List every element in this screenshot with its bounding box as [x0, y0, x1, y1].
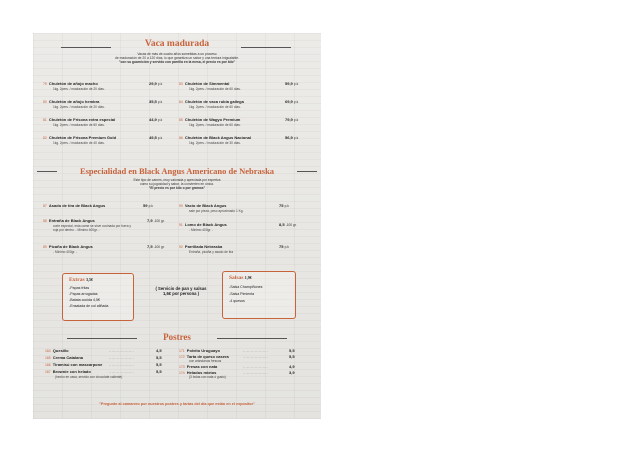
item-description: - Mínimo 400gr. - — [53, 250, 78, 254]
section-intro-line: como su jugosidad y sabor, la convierten en única. — [140, 182, 214, 186]
menu-item: 166 Tiramisú con mascarpone — [45, 362, 103, 367]
menu-item: 89 Picaña de Black Angus — [43, 244, 93, 249]
item-price: 79,9 p.k — [285, 117, 299, 122]
menu-item: 165 Crema Catalana — [45, 355, 84, 360]
item-description: 1kg. 2pers. / maduración de 40 días. — [53, 141, 105, 145]
menu-board — [33, 33, 321, 419]
extras-box — [62, 273, 134, 321]
menu-item: 172 Tarta de queso casera — [179, 354, 229, 359]
bread-service-note: ( Servicio de pan y salsas 1,6€ por persona ) — [155, 286, 207, 296]
item-price: 59 p.k — [143, 203, 153, 208]
item-description: (hecho en casa, servido con chocolate caliente) — [55, 375, 123, 379]
menu-item: 174 Helados mixtos — [179, 370, 217, 375]
section-intro-line: Vacas de más de cuatro años sometidas a un proceso — [137, 52, 217, 56]
item-price: 56,9 p.k — [285, 135, 299, 140]
item-price: 44,9 p.k — [149, 117, 163, 122]
dot-leader: ................... — [243, 364, 268, 369]
item-price: 8,5 -100 gr. — [279, 222, 297, 227]
item-price: 75 p.k — [279, 203, 289, 208]
dot-leader: ................... — [243, 370, 268, 375]
section-title-vaca-madurada: Vaca madurada — [144, 39, 210, 49]
menu-item: 87 Asado de tira de Black Angus — [43, 203, 106, 208]
item-price: 3,9 — [289, 370, 295, 375]
item-description: corte especial, esta carne se sirve cocinada por fuera y roja por dentro. - Mínimo 400gr. - — [53, 224, 131, 232]
item-price: 7,9 -100 gr. — [147, 218, 165, 223]
menu-item: 90 Vacío de Black Angus — [179, 203, 227, 208]
menu-item: 167 Brownie con helado — [45, 369, 91, 374]
menu-item: 173 Fresas con nata — [179, 364, 218, 369]
item-price: 4,9 — [289, 364, 295, 369]
item-description: con arándanos frescos — [189, 359, 222, 363]
section-intro-line: "con su guarnición y servido con parrilla en la mesa, el precio es por kilo" — [118, 60, 236, 64]
dot-leader: ................... — [243, 348, 268, 353]
menu-item: 91 Lomo de Black Angus — [179, 222, 227, 227]
item-price: 4,5 — [156, 348, 162, 353]
item-description: 1kg. 2pers. / maduración de 30 días. — [189, 141, 241, 145]
item-description: 1kg. 2pers. / maduración de 60 días. — [53, 123, 105, 127]
menu-item: 82 Chuletón de Frisona Premium Gold — [43, 135, 117, 140]
item-description: (3 bolas con nata ó gusto) — [189, 375, 226, 379]
item-price: 69,9 p.k — [285, 99, 299, 104]
item-description: 1kg. 2pers. / maduración de 60 días. — [189, 87, 241, 91]
item-price: 5,5 — [156, 362, 162, 367]
footer-note: "Pregunte al camarero por nuestros postres y tartas del día que están en el expositor" — [99, 402, 255, 406]
item-price: 29,9 p.k — [149, 81, 163, 86]
salsas-item: -Salsa Pimienta — [229, 292, 255, 296]
extras-item: -Papas fritas — [69, 286, 90, 290]
dot-leader: ................... — [109, 369, 134, 374]
item-price: 75 p.k — [279, 244, 289, 249]
item-description: 1kg. 2pers. / maduración de 20 días. — [53, 87, 105, 91]
dot-leader: ................... — [109, 362, 134, 367]
dot-leader: ................... — [109, 355, 134, 360]
section-intro-line: "El precio es por kilo o por gramos" — [148, 186, 206, 190]
section-intro-line: Este tipo de carnes, muy valorada y apreciada por expertos — [133, 178, 221, 182]
section-intro-line: de maduración de 20 a 120 días, lo que garantiza un sabor y una textura inigualable. — [115, 56, 239, 60]
extras-item: -Ensalada de col aliñada — [69, 304, 109, 308]
menu-item: 92 Parrillada Nebraska — [179, 244, 223, 249]
menu-item: 86 Chuletón de Black Angus Nacional — [179, 135, 251, 140]
section-title-postres: Postres — [163, 332, 191, 342]
item-description: 1kg. 2pers. / maduración de 60 días. — [189, 105, 241, 109]
menu-item: 88 Entraña de Black Angus — [43, 218, 95, 223]
menu-item: 164 Quesillo — [45, 348, 69, 353]
item-description: Entraña, picaña y asado de tira — [189, 250, 234, 254]
dot-leader: ................... — [243, 354, 268, 359]
extras-item: -Batata cocida 4,5€ — [69, 298, 100, 302]
item-price: 5,5 — [156, 369, 162, 374]
menu-item: 84 Chuletón de vaca rubia gallega — [179, 99, 244, 104]
extras-item: -Papas arrugadas — [69, 292, 98, 296]
item-price: 5,5 — [289, 348, 295, 353]
salsas-box — [222, 271, 296, 319]
menu-item: 171 Polvito Uruguayo — [179, 348, 220, 353]
menu-item: 85 Chuletón de Wagyo Premium — [179, 117, 241, 122]
item-price: 7,5 -100 gr. — [147, 244, 165, 249]
item-description: sale por pieza, peso aproximado 1 Kg. — [189, 209, 244, 213]
item-description: 1kg. 2pers. / maduración de 60 días. — [189, 123, 241, 127]
dot-leader: ................... — [109, 348, 134, 353]
item-price: 59,9 p.k — [285, 81, 299, 86]
item-price: 49,5 p.k — [149, 135, 163, 140]
item-price: 35,5 p.k — [149, 99, 163, 104]
salsas-item: -Salsa Champiñones — [229, 285, 263, 289]
extras-title: Extras 3,5€ — [69, 277, 93, 283]
item-price: 5,5 — [156, 355, 162, 360]
salsas-title: Salsas 1,9€ — [229, 275, 252, 281]
item-description: - Mínimo 400gr. - — [189, 228, 214, 232]
salsas-item: -4 quesos — [229, 299, 245, 303]
menu-item: 83 Chuletón de Simmental — [179, 81, 230, 86]
menu-item: 79 Chuletón de añojo macho — [43, 81, 98, 86]
menu-item: 81 Chuletón de Frisona extra especial — [43, 117, 116, 122]
section-title-black-angus: Especialidad en Black Angus Americano de Nebraska — [79, 166, 275, 176]
menu-item: 80 Chuletón de añojo hembra — [43, 99, 100, 104]
item-price: 5,5 — [289, 354, 295, 359]
item-description: 1kg. 2pers. / maduración de 20 días. — [53, 105, 105, 109]
